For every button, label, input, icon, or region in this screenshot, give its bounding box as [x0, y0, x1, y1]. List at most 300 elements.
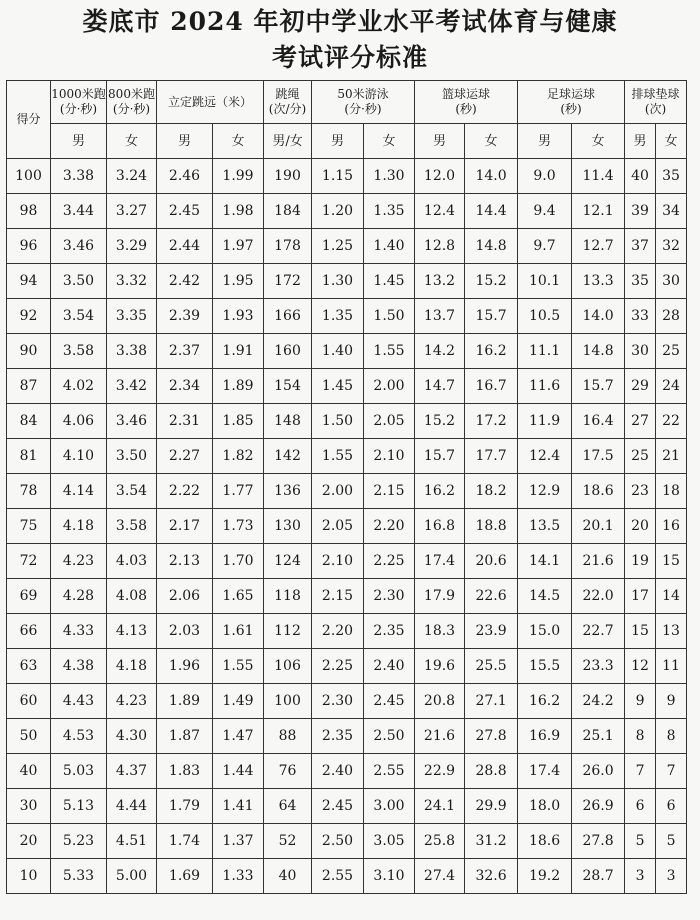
- cell-basketball-male: 27.4: [415, 859, 465, 894]
- cell-run-1000m: 4.06: [51, 404, 107, 439]
- cell-jump-male: 2.42: [157, 264, 213, 299]
- cell-volleyball-male: 39: [625, 194, 656, 229]
- cell-run-800m: 3.54: [107, 474, 157, 509]
- cell-volleyball-female: 16: [656, 509, 687, 544]
- cell-football-female: 12.7: [572, 229, 625, 264]
- cell-volleyball-female: 13: [656, 614, 687, 649]
- cell-run-1000m: 3.44: [51, 194, 107, 229]
- cell-basketball-female: 14.0: [465, 159, 518, 194]
- cell-volleyball-male: 19: [625, 544, 656, 579]
- table-row: [7, 544, 687, 579]
- cell-jump-female: 1.41: [213, 789, 264, 824]
- cell-football-male: 11.9: [518, 404, 572, 439]
- cell-volleyball-male: 9: [625, 684, 656, 719]
- cell-football-male: 9.4: [518, 194, 572, 229]
- cell-rope: 64: [264, 789, 312, 824]
- cell-score: 63: [7, 649, 51, 684]
- cell-swim-male: 1.20: [312, 194, 364, 229]
- table-row: [7, 194, 687, 229]
- cell-run-800m: 4.13: [107, 614, 157, 649]
- header-jump-female: 女: [213, 124, 264, 159]
- cell-football-male: 12.9: [518, 474, 572, 509]
- table-row: [7, 159, 687, 194]
- cell-basketball-male: 21.6: [415, 719, 465, 754]
- cell-swim-female: 2.15: [364, 474, 415, 509]
- cell-basketball-female: 18.8: [465, 509, 518, 544]
- cell-basketball-female: 23.9: [465, 614, 518, 649]
- cell-football-male: 14.1: [518, 544, 572, 579]
- cell-volleyball-male: 40: [625, 159, 656, 194]
- cell-volleyball-male: 35: [625, 264, 656, 299]
- cell-swim-male: 2.55: [312, 859, 364, 894]
- cell-swim-female: 2.45: [364, 684, 415, 719]
- cell-swim-female: 2.20: [364, 509, 415, 544]
- cell-football-male: 18.6: [518, 824, 572, 859]
- cell-rope: 148: [264, 404, 312, 439]
- cell-rope: 100: [264, 684, 312, 719]
- cell-jump-female: 1.82: [213, 439, 264, 474]
- header-football-dribble: 足球运球 (秒): [518, 81, 625, 124]
- cell-jump-male: 2.03: [157, 614, 213, 649]
- cell-jump-female: 1.93: [213, 299, 264, 334]
- cell-football-female: 13.3: [572, 264, 625, 299]
- cell-football-female: 26.0: [572, 754, 625, 789]
- cell-football-male: 17.4: [518, 754, 572, 789]
- cell-swim-female: 2.10: [364, 439, 415, 474]
- cell-swim-female: 1.30: [364, 159, 415, 194]
- cell-volleyball-male: 7: [625, 754, 656, 789]
- cell-football-female: 20.1: [572, 509, 625, 544]
- table-row: [7, 439, 687, 474]
- cell-volleyball-female: 21: [656, 439, 687, 474]
- table-row: [7, 509, 687, 544]
- cell-jump-male: 2.39: [157, 299, 213, 334]
- cell-basketball-male: 15.7: [415, 439, 465, 474]
- cell-basketball-female: 15.2: [465, 264, 518, 299]
- cell-swim-male: 2.35: [312, 719, 364, 754]
- cell-football-female: 26.9: [572, 789, 625, 824]
- header-volleyball-male: 男: [625, 124, 656, 159]
- cell-run-1000m: 4.14: [51, 474, 107, 509]
- cell-jump-female: 1.73: [213, 509, 264, 544]
- cell-jump-female: 1.91: [213, 334, 264, 369]
- cell-volleyball-female: 15: [656, 544, 687, 579]
- cell-rope: 88: [264, 719, 312, 754]
- cell-swim-male: 2.05: [312, 509, 364, 544]
- header-1000m-run: 1000米跑 (分·秒): [51, 81, 107, 124]
- cell-run-1000m: 5.03: [51, 754, 107, 789]
- cell-jump-male: 2.31: [157, 404, 213, 439]
- cell-jump-female: 1.47: [213, 719, 264, 754]
- cell-run-1000m: 4.23: [51, 544, 107, 579]
- cell-run-800m: 3.32: [107, 264, 157, 299]
- cell-basketball-male: 16.8: [415, 509, 465, 544]
- cell-volleyball-female: 14: [656, 579, 687, 614]
- cell-score: 94: [7, 264, 51, 299]
- cell-run-800m: 3.46: [107, 404, 157, 439]
- cell-score: 50: [7, 719, 51, 754]
- cell-basketball-male: 16.2: [415, 474, 465, 509]
- header-basketball-dribble: 篮球运球 (秒): [415, 81, 518, 124]
- cell-football-female: 24.2: [572, 684, 625, 719]
- cell-score: 84: [7, 404, 51, 439]
- cell-basketball-female: 17.7: [465, 439, 518, 474]
- cell-score: 60: [7, 684, 51, 719]
- cell-swim-female: 1.55: [364, 334, 415, 369]
- cell-run-800m: 4.03: [107, 544, 157, 579]
- cell-football-male: 16.9: [518, 719, 572, 754]
- cell-jump-male: 2.37: [157, 334, 213, 369]
- table-row: [7, 649, 687, 684]
- header-rope-sex: 男/女: [264, 124, 312, 159]
- cell-volleyball-male: 20: [625, 509, 656, 544]
- cell-football-female: 11.4: [572, 159, 625, 194]
- cell-football-female: 23.3: [572, 649, 625, 684]
- cell-football-male: 16.2: [518, 684, 572, 719]
- table-row: [7, 824, 687, 859]
- cell-swim-male: 2.25: [312, 649, 364, 684]
- cell-swim-female: 2.55: [364, 754, 415, 789]
- cell-rope: 112: [264, 614, 312, 649]
- cell-swim-female: 2.05: [364, 404, 415, 439]
- cell-volleyball-female: 9: [656, 684, 687, 719]
- cell-run-800m: 3.27: [107, 194, 157, 229]
- cell-swim-female: 2.30: [364, 579, 415, 614]
- cell-run-800m: 4.30: [107, 719, 157, 754]
- cell-score: 92: [7, 299, 51, 334]
- cell-football-male: 12.4: [518, 439, 572, 474]
- cell-swim-male: 1.15: [312, 159, 364, 194]
- cell-basketball-male: 12.8: [415, 229, 465, 264]
- cell-volleyball-male: 29: [625, 369, 656, 404]
- cell-volleyball-female: 28: [656, 299, 687, 334]
- cell-jump-male: 1.87: [157, 719, 213, 754]
- cell-run-1000m: 3.46: [51, 229, 107, 264]
- cell-football-male: 9.0: [518, 159, 572, 194]
- cell-jump-female: 1.77: [213, 474, 264, 509]
- cell-volleyball-male: 5: [625, 824, 656, 859]
- cell-jump-female: 1.65: [213, 579, 264, 614]
- cell-football-male: 10.1: [518, 264, 572, 299]
- cell-football-female: 21.6: [572, 544, 625, 579]
- cell-run-800m: 4.37: [107, 754, 157, 789]
- table-row: [7, 579, 687, 614]
- cell-score: 98: [7, 194, 51, 229]
- table-row: [7, 719, 687, 754]
- cell-basketball-female: 27.8: [465, 719, 518, 754]
- cell-volleyball-male: 33: [625, 299, 656, 334]
- cell-jump-male: 2.22: [157, 474, 213, 509]
- header-score: 得分: [7, 81, 51, 159]
- cell-score: 87: [7, 369, 51, 404]
- cell-basketball-female: 31.2: [465, 824, 518, 859]
- cell-run-1000m: 4.18: [51, 509, 107, 544]
- cell-jump-female: 1.85: [213, 404, 264, 439]
- header-sex-800m: 女: [107, 124, 157, 159]
- cell-rope: 40: [264, 859, 312, 894]
- cell-volleyball-female: 22: [656, 404, 687, 439]
- cell-swim-female: 3.00: [364, 789, 415, 824]
- cell-volleyball-female: 18: [656, 474, 687, 509]
- cell-rope: 130: [264, 509, 312, 544]
- header-standing-long-jump: 立定跳远（米）: [157, 81, 264, 124]
- cell-volleyball-male: 15: [625, 614, 656, 649]
- cell-score: 75: [7, 509, 51, 544]
- cell-football-female: 18.6: [572, 474, 625, 509]
- cell-run-800m: 3.42: [107, 369, 157, 404]
- cell-volleyball-female: 8: [656, 719, 687, 754]
- cell-jump-male: 1.79: [157, 789, 213, 824]
- cell-basketball-male: 12.0: [415, 159, 465, 194]
- cell-basketball-female: 14.4: [465, 194, 518, 229]
- cell-swim-male: 1.35: [312, 299, 364, 334]
- cell-football-male: 9.7: [518, 229, 572, 264]
- cell-football-female: 25.1: [572, 719, 625, 754]
- cell-rope: 52: [264, 824, 312, 859]
- header-800m-run: 800米跑 (分·秒): [107, 81, 157, 124]
- cell-jump-female: 1.98: [213, 194, 264, 229]
- cell-jump-male: 2.17: [157, 509, 213, 544]
- cell-volleyball-male: 6: [625, 789, 656, 824]
- table-row: [7, 299, 687, 334]
- cell-rope: 124: [264, 544, 312, 579]
- cell-jump-male: 2.45: [157, 194, 213, 229]
- header-rope-skipping: 跳绳 (次/分): [264, 81, 312, 124]
- cell-jump-female: 1.44: [213, 754, 264, 789]
- cell-volleyball-male: 23: [625, 474, 656, 509]
- cell-jump-female: 1.99: [213, 159, 264, 194]
- cell-football-female: 12.1: [572, 194, 625, 229]
- cell-swim-female: 2.25: [364, 544, 415, 579]
- header-sex-1000m: 男: [51, 124, 107, 159]
- cell-basketball-male: 13.2: [415, 264, 465, 299]
- table-row: [7, 334, 687, 369]
- cell-swim-female: 1.40: [364, 229, 415, 264]
- table-row: [7, 474, 687, 509]
- cell-swim-male: 1.55: [312, 439, 364, 474]
- cell-football-female: 28.7: [572, 859, 625, 894]
- cell-jump-female: 1.89: [213, 369, 264, 404]
- cell-basketball-female: 25.5: [465, 649, 518, 684]
- table-row: [7, 789, 687, 824]
- table-row: [7, 859, 687, 894]
- cell-basketball-female: 27.1: [465, 684, 518, 719]
- cell-run-800m: 4.08: [107, 579, 157, 614]
- table-row: [7, 369, 687, 404]
- cell-rope: 190: [264, 159, 312, 194]
- cell-run-800m: 4.51: [107, 824, 157, 859]
- cell-run-1000m: 4.02: [51, 369, 107, 404]
- cell-swim-male: 2.20: [312, 614, 364, 649]
- header-swim-male: 男: [312, 124, 364, 159]
- cell-football-male: 10.5: [518, 299, 572, 334]
- cell-score: 69: [7, 579, 51, 614]
- cell-run-1000m: 3.54: [51, 299, 107, 334]
- cell-jump-female: 1.61: [213, 614, 264, 649]
- cell-basketball-female: 16.7: [465, 369, 518, 404]
- cell-volleyball-female: 25: [656, 334, 687, 369]
- header-basketball-female: 女: [465, 124, 518, 159]
- cell-volleyball-female: 24: [656, 369, 687, 404]
- cell-football-male: 13.5: [518, 509, 572, 544]
- header-50m-swim: 50米游泳 (分·秒): [312, 81, 415, 124]
- table-row: [7, 229, 687, 264]
- cell-basketball-male: 18.3: [415, 614, 465, 649]
- cell-basketball-female: 22.6: [465, 579, 518, 614]
- cell-run-1000m: 3.38: [51, 159, 107, 194]
- cell-swim-male: 2.10: [312, 544, 364, 579]
- cell-basketball-male: 19.6: [415, 649, 465, 684]
- cell-basketball-female: 18.2: [465, 474, 518, 509]
- cell-run-800m: 4.23: [107, 684, 157, 719]
- cell-score: 78: [7, 474, 51, 509]
- cell-swim-female: 1.35: [364, 194, 415, 229]
- cell-run-1000m: 4.33: [51, 614, 107, 649]
- header-football-male: 男: [518, 124, 572, 159]
- cell-volleyball-female: 30: [656, 264, 687, 299]
- cell-basketball-male: 14.7: [415, 369, 465, 404]
- cell-football-male: 14.5: [518, 579, 572, 614]
- cell-swim-male: 1.50: [312, 404, 364, 439]
- cell-swim-male: 2.00: [312, 474, 364, 509]
- cell-basketball-male: 17.9: [415, 579, 465, 614]
- cell-football-male: 11.6: [518, 369, 572, 404]
- cell-run-1000m: 5.33: [51, 859, 107, 894]
- cell-basketball-female: 14.8: [465, 229, 518, 264]
- page-subtitle: 考试评分标准: [271, 43, 428, 72]
- cell-football-male: 18.0: [518, 789, 572, 824]
- cell-score: 81: [7, 439, 51, 474]
- scoring-table: [6, 80, 687, 894]
- cell-swim-male: 2.40: [312, 754, 364, 789]
- cell-basketball-male: 13.7: [415, 299, 465, 334]
- cell-basketball-male: 12.4: [415, 194, 465, 229]
- cell-jump-male: 1.74: [157, 824, 213, 859]
- cell-basketball-female: 28.8: [465, 754, 518, 789]
- cell-basketball-male: 25.8: [415, 824, 465, 859]
- cell-run-1000m: 5.23: [51, 824, 107, 859]
- cell-run-800m: 3.38: [107, 334, 157, 369]
- cell-swim-male: 2.45: [312, 789, 364, 824]
- table-row: [7, 614, 687, 649]
- header-swim-female: 女: [364, 124, 415, 159]
- header-football-female: 女: [572, 124, 625, 159]
- header-basketball-male: 男: [415, 124, 465, 159]
- cell-jump-male: 2.27: [157, 439, 213, 474]
- cell-rope: 136: [264, 474, 312, 509]
- cell-basketball-female: 29.9: [465, 789, 518, 824]
- cell-swim-female: 2.40: [364, 649, 415, 684]
- cell-swim-male: 1.40: [312, 334, 364, 369]
- cell-run-800m: 3.24: [107, 159, 157, 194]
- cell-run-800m: 3.29: [107, 229, 157, 264]
- cell-run-800m: 4.44: [107, 789, 157, 824]
- cell-basketball-male: 20.8: [415, 684, 465, 719]
- header-volleyball-female: 女: [656, 124, 687, 159]
- cell-swim-male: 2.30: [312, 684, 364, 719]
- cell-run-1000m: 5.13: [51, 789, 107, 824]
- cell-football-male: 15.0: [518, 614, 572, 649]
- cell-football-female: 17.5: [572, 439, 625, 474]
- cell-rope: 172: [264, 264, 312, 299]
- cell-jump-male: 1.69: [157, 859, 213, 894]
- cell-football-female: 15.7: [572, 369, 625, 404]
- cell-volleyball-male: 8: [625, 719, 656, 754]
- cell-score: 30: [7, 789, 51, 824]
- cell-basketball-male: 22.9: [415, 754, 465, 789]
- cell-score: 100: [7, 159, 51, 194]
- cell-football-male: 15.5: [518, 649, 572, 684]
- header-jump-male: 男: [157, 124, 213, 159]
- table-row: [7, 404, 687, 439]
- page-title: 娄底市 2024 年初中学业水平考试体育与健康: [82, 7, 618, 36]
- cell-swim-female: 3.10: [364, 859, 415, 894]
- cell-run-800m: 3.35: [107, 299, 157, 334]
- cell-basketball-male: 17.4: [415, 544, 465, 579]
- cell-jump-male: 2.44: [157, 229, 213, 264]
- cell-basketball-female: 15.7: [465, 299, 518, 334]
- cell-run-800m: 5.00: [107, 859, 157, 894]
- cell-rope: 178: [264, 229, 312, 264]
- cell-jump-male: 2.34: [157, 369, 213, 404]
- cell-swim-male: 1.25: [312, 229, 364, 264]
- cell-volleyball-female: 32: [656, 229, 687, 264]
- cell-basketball-female: 16.2: [465, 334, 518, 369]
- cell-run-1000m: 3.58: [51, 334, 107, 369]
- cell-volleyball-female: 34: [656, 194, 687, 229]
- cell-football-female: 14.8: [572, 334, 625, 369]
- cell-rope: 76: [264, 754, 312, 789]
- cell-run-800m: 3.58: [107, 509, 157, 544]
- cell-run-1000m: 4.10: [51, 439, 107, 474]
- cell-swim-female: 2.00: [364, 369, 415, 404]
- cell-jump-female: 1.37: [213, 824, 264, 859]
- header-volleyball-pass: 排球垫球 (次): [625, 81, 687, 124]
- cell-rope: 184: [264, 194, 312, 229]
- cell-volleyball-female: 3: [656, 859, 687, 894]
- cell-score: 72: [7, 544, 51, 579]
- cell-run-1000m: 4.53: [51, 719, 107, 754]
- cell-football-female: 14.0: [572, 299, 625, 334]
- cell-rope: 154: [264, 369, 312, 404]
- cell-volleyball-female: 6: [656, 789, 687, 824]
- cell-score: 90: [7, 334, 51, 369]
- cell-volleyball-male: 12: [625, 649, 656, 684]
- cell-swim-female: 1.50: [364, 299, 415, 334]
- cell-volleyball-male: 3: [625, 859, 656, 894]
- cell-run-800m: 4.18: [107, 649, 157, 684]
- cell-football-male: 11.1: [518, 334, 572, 369]
- cell-jump-female: 1.95: [213, 264, 264, 299]
- cell-jump-male: 2.06: [157, 579, 213, 614]
- cell-swim-male: 1.30: [312, 264, 364, 299]
- cell-football-male: 19.2: [518, 859, 572, 894]
- cell-swim-female: 3.05: [364, 824, 415, 859]
- cell-swim-male: 2.50: [312, 824, 364, 859]
- cell-score: 10: [7, 859, 51, 894]
- cell-football-female: 22.0: [572, 579, 625, 614]
- cell-jump-female: 1.49: [213, 684, 264, 719]
- cell-run-800m: 3.50: [107, 439, 157, 474]
- cell-swim-male: 2.15: [312, 579, 364, 614]
- cell-swim-female: 2.50: [364, 719, 415, 754]
- cell-swim-male: 1.45: [312, 369, 364, 404]
- cell-score: 96: [7, 229, 51, 264]
- cell-basketball-female: 32.6: [465, 859, 518, 894]
- cell-rope: 118: [264, 579, 312, 614]
- cell-jump-male: 1.89: [157, 684, 213, 719]
- cell-swim-female: 2.35: [364, 614, 415, 649]
